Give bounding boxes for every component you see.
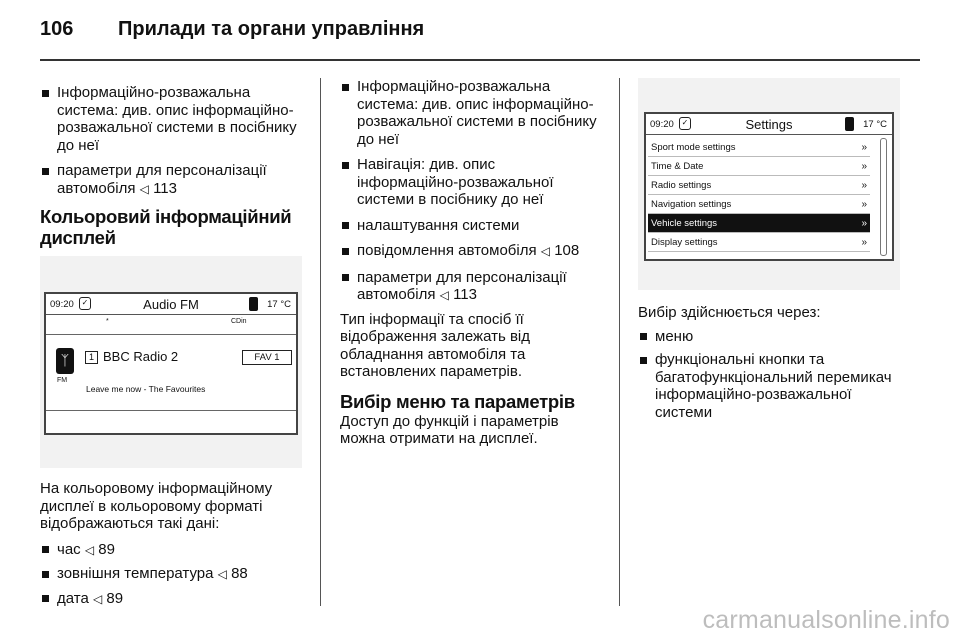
outside-temperature: 17 °C: [863, 119, 887, 130]
page-reference-link[interactable]: 89: [98, 540, 115, 558]
list-item-text: налаштування системи: [357, 216, 520, 234]
menu-item-label: Display settings: [651, 237, 718, 248]
column-1: [40, 84, 302, 256]
page-header-title: Прилади та органи управління: [118, 18, 425, 40]
bullet-list-top: [40, 84, 302, 198]
paragraph: Тип інформації та спосіб її відображення залежать від обладнання автомобіля та встановлених параметрів.: [340, 310, 531, 380]
list-item: [40, 162, 302, 198]
page-number: 106: [40, 18, 74, 40]
list-item: [340, 78, 600, 148]
scrollbar: [880, 138, 887, 256]
list-item: [40, 84, 302, 154]
chevron-right-icon: »: [861, 237, 867, 248]
list-item-text: параметри для персоналізації автомобіля: [57, 162, 267, 197]
page-reference-link[interactable]: 108: [554, 242, 580, 259]
phone-icon: [249, 297, 258, 311]
clock-time: 09:20: [650, 119, 674, 130]
reference-arrow-icon: ◁: [92, 591, 103, 606]
settings-menu: [648, 138, 870, 252]
menu-item-label: Radio settings: [651, 180, 712, 191]
header-rule: [40, 59, 920, 61]
paragraph: Вибір здійснюється через:: [638, 304, 821, 321]
list-item-text: час: [57, 540, 81, 558]
menu-item-time-date[interactable]: [648, 157, 870, 176]
audio-fm-screen-image: [40, 256, 302, 468]
bluetooth-icon: *: [106, 318, 109, 325]
paragraph: На кольоровому інформаційному дисплеї в кольоровому форматі відображаються такі дані:: [40, 480, 273, 532]
list-item-text: Навігація: див. опис інформаційно-розважальної системи в посібнику до неї: [357, 156, 554, 208]
station-name: BBC Radio 2: [103, 349, 179, 364]
settings-display: [644, 112, 894, 261]
menu-item-label: Time & Date: [651, 161, 704, 172]
list-item: [638, 351, 900, 421]
menu-item-navigation[interactable]: [648, 195, 870, 214]
column-1-lower: [40, 480, 302, 614]
menu-item-sport-mode[interactable]: [648, 138, 870, 157]
list-item-text: дата: [57, 589, 89, 607]
reference-arrow-icon: ◁: [217, 567, 227, 581]
screen-title: Audio FM: [143, 297, 199, 312]
reference-arrow-icon: ◁: [84, 542, 95, 557]
screen-title: Settings: [745, 117, 793, 132]
chevron-right-icon: »: [861, 199, 867, 210]
status-bar: [46, 294, 296, 315]
list-item-text: Інформаційно-розважальна система: див. опис інформаційно-розважальної системи в посібнику до неї: [57, 84, 297, 154]
section-heading-color-display: Кольоровий інформаційний дисплей: [40, 206, 292, 248]
chevron-right-icon: »: [861, 218, 867, 229]
watermark: carmanualsonline.info: [702, 606, 950, 634]
divider: [46, 334, 296, 335]
page-reference-link[interactable]: 113: [453, 286, 477, 303]
column-2: [340, 78, 600, 458]
paragraph: Доступ до функцій і параметрів можна отримати на дисплеї.: [340, 412, 559, 447]
outside-temperature: 17 °C: [267, 299, 291, 310]
phone-icon: [845, 117, 854, 131]
menu-item-label: Vehicle settings: [651, 218, 718, 229]
bullet-list: [638, 328, 900, 422]
menu-item-radio[interactable]: [648, 176, 870, 195]
cd-in-label: CDin: [231, 318, 247, 325]
page-reference-link[interactable]: 89: [106, 589, 124, 607]
status-check-icon: ✓: [79, 297, 91, 310]
antenna-icon: ᛉ: [56, 348, 74, 374]
list-item: [340, 156, 600, 209]
fav-button: FAV 1: [242, 350, 292, 365]
list-item: [638, 328, 900, 346]
chevron-right-icon: »: [861, 180, 867, 191]
column-divider-2: [619, 78, 620, 606]
menu-item-vehicle-selected[interactable]: [648, 214, 870, 233]
reference-arrow-icon: ◁: [540, 244, 551, 258]
page-reference-link[interactable]: 88: [231, 565, 248, 582]
column-divider-1: [320, 78, 321, 606]
audio-fm-display: [44, 292, 298, 435]
menu-item-display[interactable]: [648, 233, 870, 252]
list-item: [40, 565, 302, 584]
radio-text: Leave me now - The Favourites: [86, 384, 206, 394]
clock-time: 09:20: [50, 299, 74, 310]
list-item-text: повідомлення автомобіля: [357, 242, 537, 259]
bullet-list-bottom: [40, 541, 302, 609]
list-item-text: параметри для персоналізації автомобіля: [357, 268, 567, 303]
list-item: [40, 590, 302, 609]
status-bar: [646, 114, 892, 135]
divider: [46, 410, 296, 411]
status-check-icon: ✓: [679, 117, 691, 130]
list-item-text: зовнішня температура: [57, 565, 214, 582]
list-item-text: Інформаційно-розважальна система: див. опис інформаційно-розважальної системи в посібнику до неї: [357, 78, 597, 148]
list-item-text: меню: [655, 327, 694, 345]
section-heading-menu-selection: Вибір меню та параметрів: [340, 390, 575, 412]
reference-arrow-icon: ◁: [139, 181, 149, 196]
bullet-list: [340, 78, 600, 305]
chevron-right-icon: »: [861, 142, 867, 153]
preset-number: 1: [85, 351, 98, 364]
page-reference-link[interactable]: 113: [153, 179, 177, 197]
list-item-text: функціональні кнопки та багатофункціональний перемикач інформаційно-розважальної системи: [655, 351, 892, 421]
list-item: [340, 269, 600, 305]
list-item: [340, 217, 600, 235]
list-item: [340, 242, 600, 261]
menu-item-label: Sport mode settings: [651, 142, 736, 153]
column-3: [638, 304, 900, 429]
reference-arrow-icon: ◁: [439, 288, 449, 302]
settings-screen-image: [638, 78, 900, 290]
list-item: [40, 541, 302, 560]
menu-item-label: Navigation settings: [651, 199, 732, 210]
chevron-right-icon: »: [861, 161, 867, 172]
band-label: FM: [57, 377, 68, 384]
